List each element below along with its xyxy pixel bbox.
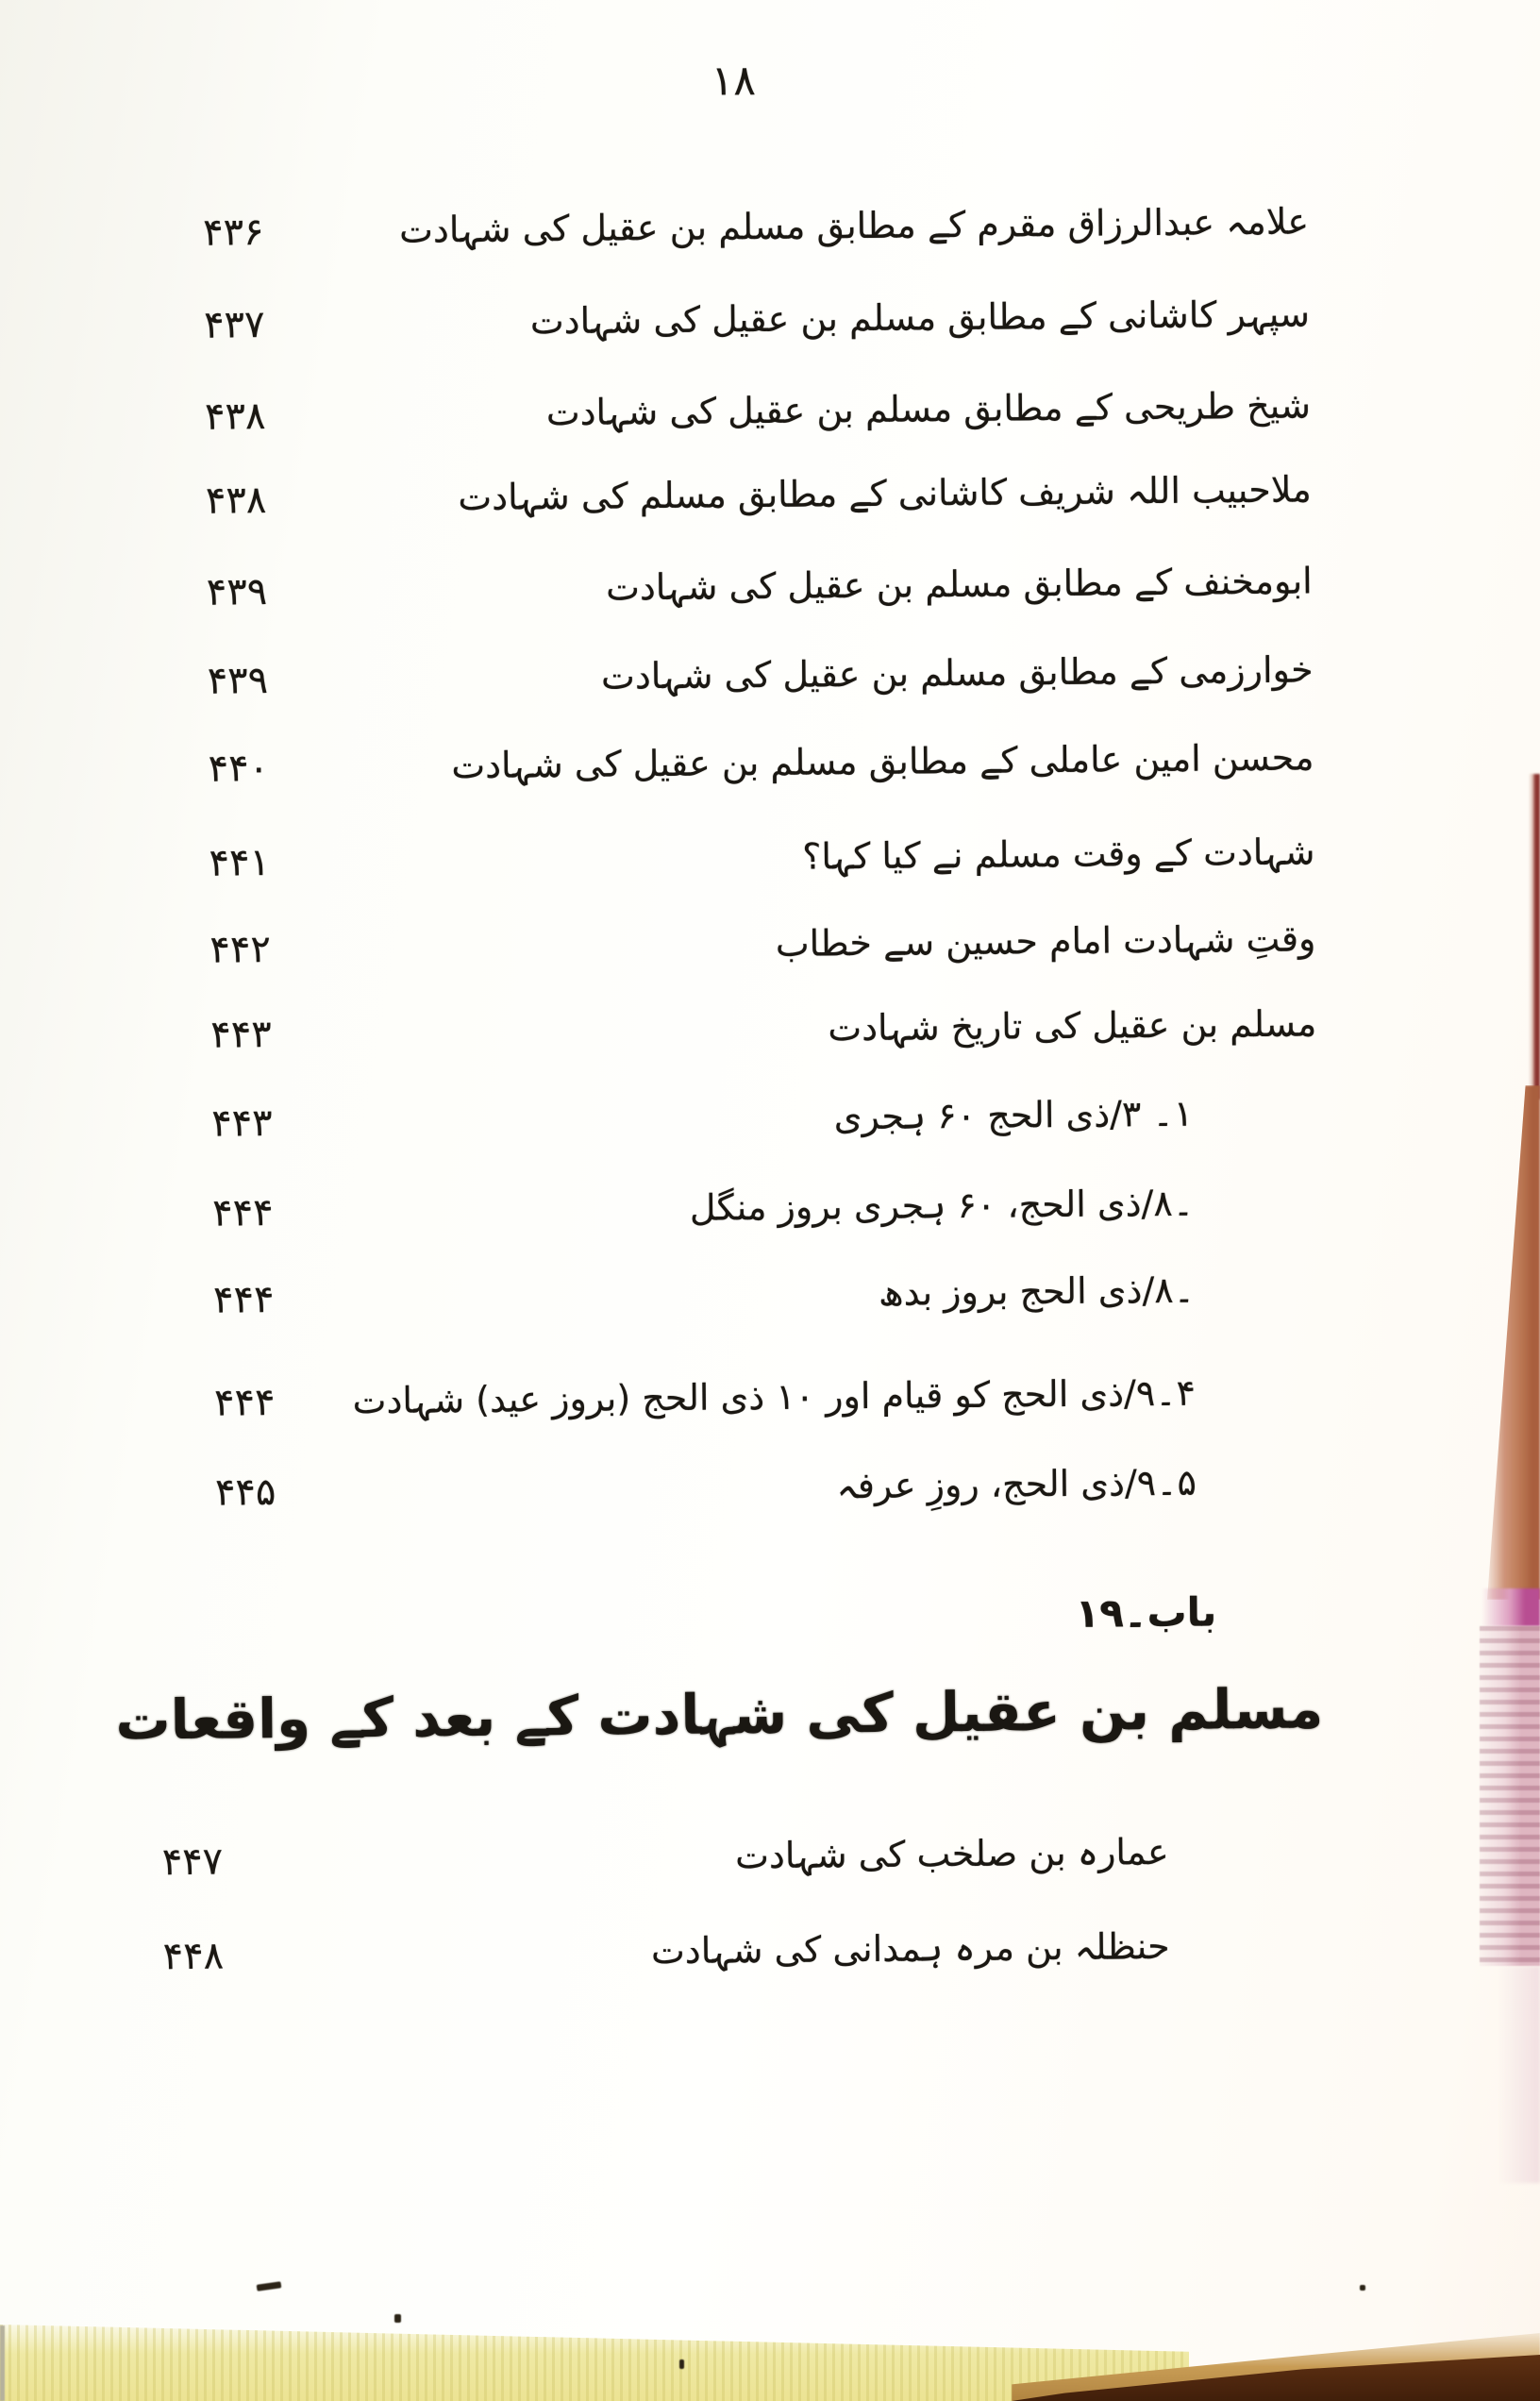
toc-row xyxy=(0,910,1538,993)
toc-row xyxy=(0,285,1532,368)
toc-row xyxy=(0,461,1533,544)
toc-entry-title: ۔۸/ذی الحج بروز بدھ xyxy=(878,1268,1196,1314)
toc-entry-title: شیخ طریحی کے مطابق مسلم بن عقیل کی شہادت xyxy=(545,384,1312,434)
toc-row xyxy=(7,1916,1540,1999)
toc-row xyxy=(0,552,1534,635)
toc-page-number: ۴۴۱ xyxy=(209,841,271,885)
toc-row xyxy=(2,1363,1540,1446)
toc-page-number: ۴۴۸ xyxy=(162,1934,225,1979)
toc-row xyxy=(3,1452,1540,1536)
toc-entry-title: علامہ عبدالرزاق مقرم کے مطابق مسلم بن عقیل کی شہادت xyxy=(398,200,1310,251)
toc-page-number: ۴۴۰ xyxy=(208,747,270,791)
toc-page-number: ۴۳۹ xyxy=(207,659,269,703)
toc-page-number: ۴۳۸ xyxy=(205,479,267,523)
toc-entry-title: عمارہ بن صلخب کی شہادت xyxy=(734,1830,1169,1877)
toc-page-number: ۴۴۲ xyxy=(209,928,272,972)
toc-entry-title: ۵۔۹/ذی الحج، روزِ عرفہ xyxy=(836,1461,1197,1507)
scan-speck xyxy=(394,2314,401,2323)
toc-page-number: ۴۴۷ xyxy=(161,1839,224,1885)
scan-speck xyxy=(679,2359,684,2369)
toc-entry-title: سپہر کاشانی کے مطابق مسلم بن عقیل کی شہادت xyxy=(529,293,1311,343)
chapter-number-heading: باب۔۱۹ xyxy=(1075,1588,1217,1637)
toc-entry-title: مسلم بن عقیل کی تاریخ شہادت xyxy=(828,1002,1317,1049)
toc-entry-title: ۔۸/ذی الحج، ۶۰ ہجری بروز منگل xyxy=(689,1182,1195,1229)
toc-entry-title: شہادت کے وقت مسلم نے کیا کہا؟ xyxy=(802,831,1315,878)
left-edge-shadow-line xyxy=(0,2325,5,2401)
toc-row xyxy=(1,1260,1540,1343)
toc-page-number: ۴۳۷ xyxy=(203,303,265,347)
scan-speck xyxy=(1360,2285,1365,2291)
toc-row xyxy=(0,641,1535,724)
toc-entry-title: وقتِ شہادت امام حسین سے خطاب xyxy=(775,917,1316,965)
toc-entry-title: حنظلہ بن مرہ ہمدانی کی شہادت xyxy=(650,1924,1170,1973)
toc-page-number: ۴۴۴ xyxy=(212,1278,275,1322)
toc-entry-title: ۱۔ ۳/ذی الحج ۶۰ ہجری xyxy=(833,1092,1194,1138)
toc-row xyxy=(0,1083,1540,1167)
toc-page-number: ۴۴۳ xyxy=(210,1101,273,1146)
toc-page-number: ۴۴۵ xyxy=(214,1470,276,1515)
chapter-title-heading: مسلم بن عقیل کی شہادت کے بعد کے واقعات xyxy=(115,1676,1324,1753)
toc-page-number: ۴۴۴ xyxy=(211,1191,274,1235)
toc-page-number: ۴۳۸ xyxy=(204,395,266,439)
toc-row xyxy=(6,1822,1540,1905)
toc-entry-title: محسن امین عاملی کے مطابق مسلم بن عقیل کی شہادت xyxy=(451,736,1314,787)
toc-row xyxy=(0,995,1539,1078)
toc-row xyxy=(0,823,1537,906)
toc-page-number: ۴۳۶ xyxy=(202,210,264,255)
page-number-top: ۱۸ xyxy=(711,57,757,106)
toc-row xyxy=(0,1173,1540,1256)
toc-entry-title: ۴۔۹/ذی الحج کو قیام اور ۱۰ ذی الحج (بروز عید) شہادت xyxy=(352,1371,1197,1422)
toc-page-number: ۴۴۴ xyxy=(213,1381,276,1425)
toc-row xyxy=(0,377,1532,460)
toc-row xyxy=(0,729,1536,812)
toc-entry-title: ملاحبیب اللہ شریف کاشانی کے مطابق مسلم کی شہادت xyxy=(458,468,1313,519)
toc-page-number: ۴۳۹ xyxy=(206,570,268,614)
toc-row xyxy=(0,193,1531,276)
toc-entry-title: خوارزمی کے مطابق مسلم بن عقیل کی شہادت xyxy=(600,648,1314,697)
toc-entry-title: ابومخنف کے مطابق مسلم بن عقیل کی شہادت xyxy=(605,560,1313,609)
toc-page-number: ۴۴۳ xyxy=(210,1013,272,1057)
